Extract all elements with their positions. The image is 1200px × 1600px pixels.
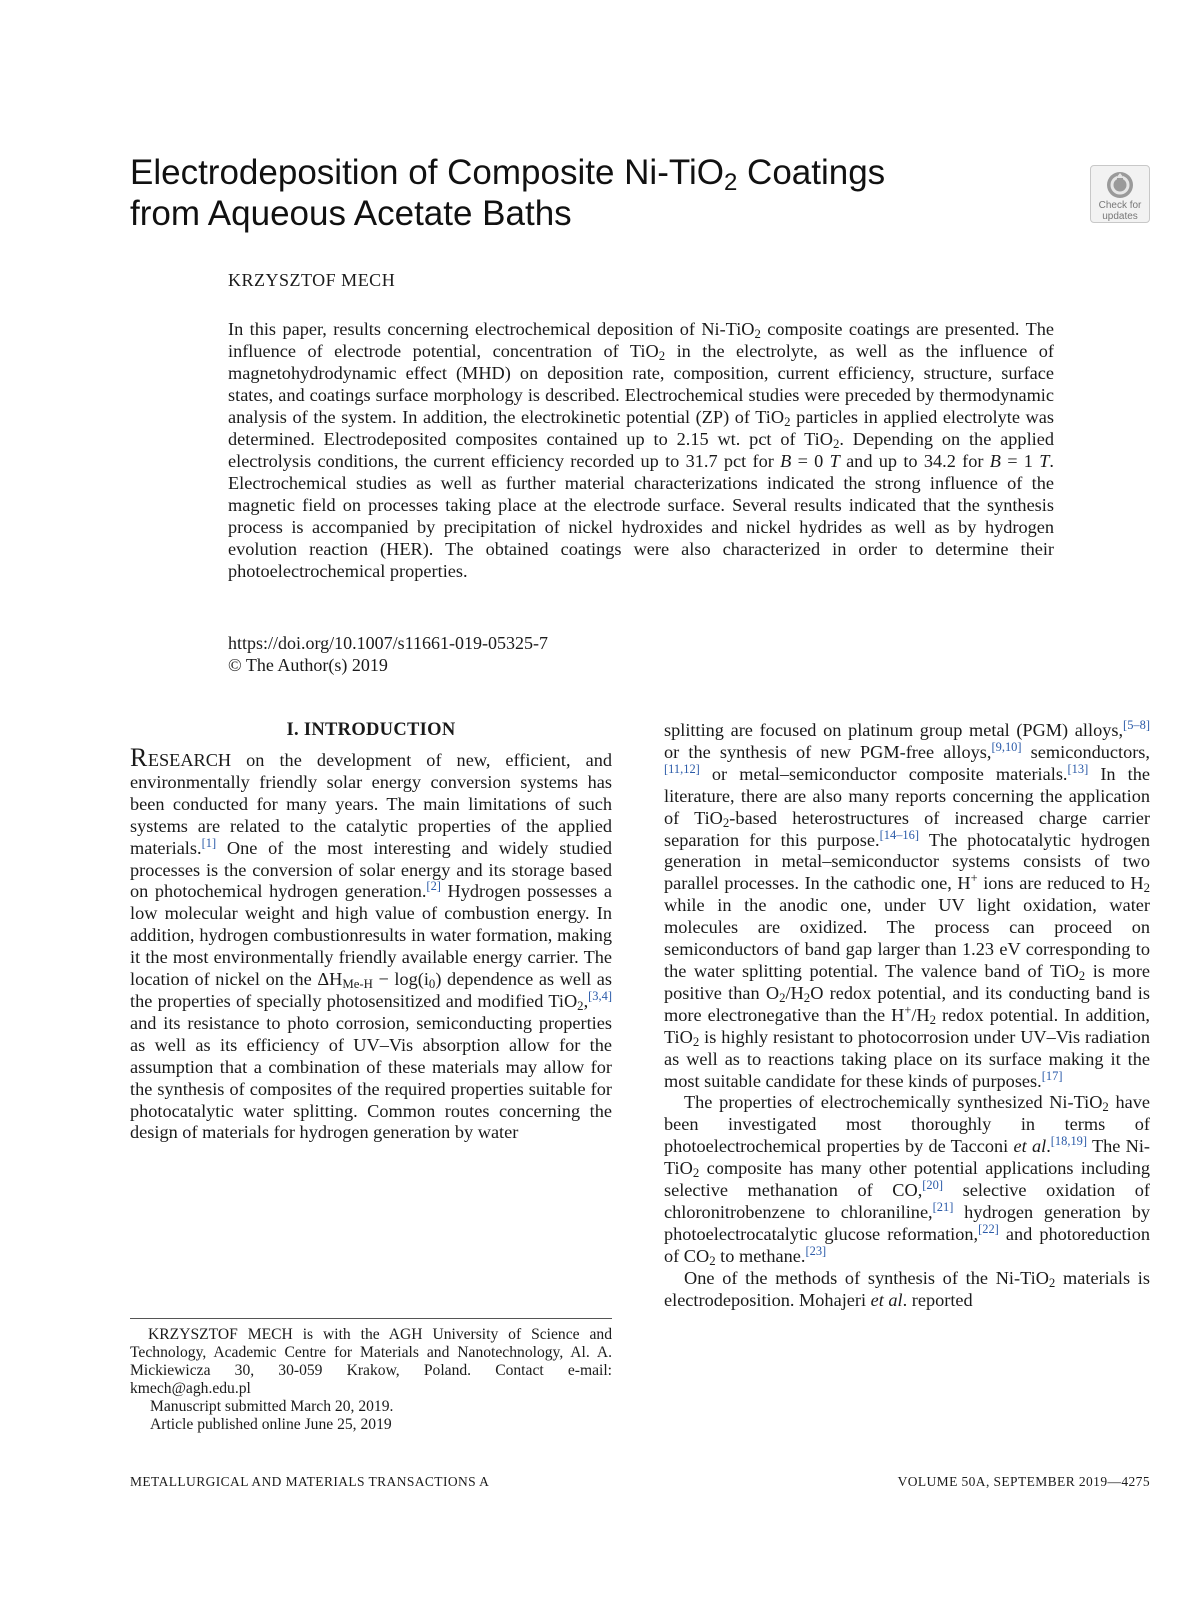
citation-link[interactable]: [22] xyxy=(978,1222,999,1236)
citation-link[interactable]: [2] xyxy=(426,879,441,894)
author-name: KRZYSZTOF MECH xyxy=(228,270,396,290)
citation-link[interactable]: [11,12] xyxy=(664,761,700,776)
citation-link[interactable]: [1] xyxy=(201,835,217,850)
author-footnote xyxy=(130,1326,612,1434)
affiliation-note: KRZYSZTOF MECH is with the AGH University of Science and Technology, Academic Centre for Materials and Nanotechnology, Al. A. Mickiewicza 30, 30-059 Krakow, Poland. Contact e-mail: kmech@agh.edu.pl xyxy=(130,1326,612,1397)
intro-paragraph-1-continued: splitting are focused on platinum group metal (PGM) alloys,[5–8] or the synthesis of new PGM-free alloys,[9,10] semiconductors,[11,12] or metal–semiconductor composite materials.[13] In the literature, there are also many reports concerning the application of TiO$_2$-based heterostructures of increased charge carrier separation for this purpose.[14–16] The photocatalytic hydrogen generation in metal–semiconductor systems consists of two parallel processes. In the cathodic one, H+ ions are reduced to $H_2$ while in the anodic one, under UV light oxidation, water molecules are oxidized. The process can proceed on semiconductors of band gap larger than 1.23 eV corresponding to the water splitting potential. The valence band of TiO$_2$ is more positive than $O_2/H_2O$ redox potential, and its conducting band is more electronegative than the $H^+/H_2$ redox potential. In addition, TiO$_2$ is highly resistant to photocorrosion under UV–Vis radiation as well as to reactions taking place on its surface making it the most suitable candidate for these kinds of purposes.[17] xyxy=(664,718,1150,1091)
doi-block xyxy=(228,632,548,676)
citation-link[interactable]: [17] xyxy=(1041,1068,1063,1083)
citation-link[interactable]: [20] xyxy=(922,1178,943,1193)
citation-link[interactable]: [13] xyxy=(1067,761,1089,776)
citation-link[interactable]: [18,19] xyxy=(1050,1134,1088,1149)
intro-paragraph-3: One of the methods of synthesis of the Ni-TiO$_2$ materials is electrodeposition. Mohajeri et al. reported xyxy=(664,1267,1150,1310)
citation-link[interactable]: [5–8] xyxy=(1123,718,1150,733)
citation-link[interactable]: [21] xyxy=(932,1200,954,1215)
intro-paragraph-1: RESEARCH on the development of new, efficient, and environmentally friendly solar energy conversion systems has been conducted for many years. The main limitations of such systems are related to the catalytic properties of the applied materials.[1] One of the most interesting and widely studied processes is the conversion of solar energy and its storage based on photochemical hydrogen generation.[2] Hydrogen possesses a low molecular weight and high value of combustion energy. In addition, hydrogen combustionresults in water formation, making it the most environmentally friendly available energy carrier. The location of nickel on the $\Delta H_{Me-H} - \log(i_0)$ dependence as well as the properties of specially photosensitized and modified TiO$_2$,[3,4] and its resistance to photo corrosion, semiconducting properties as well as its efficiency of UV–Vis absorption allow for the assumption that a combination of these materials may allow for the synthesis of composites of the required properties suitable for photocatalytic water splitting. Common routes concerning the design of materials for hydrogen generation by water xyxy=(130,743,612,1143)
check-for-updates-badge[interactable] xyxy=(1090,165,1150,223)
section-heading-introduction: I. INTRODUCTION xyxy=(286,720,456,740)
citation-link[interactable]: [9,10] xyxy=(991,740,1022,755)
left-column xyxy=(130,720,612,1144)
doi-link[interactable]: https://doi.org/10.1007/s11661-019-05325-7 xyxy=(228,633,549,653)
badge-text-1: Check for xyxy=(1098,200,1142,211)
publication-date: Article published online June 25, 2019 xyxy=(150,1416,392,1433)
citation-link[interactable]: [3,4] xyxy=(588,989,612,1004)
citation-link[interactable]: [23] xyxy=(805,1243,827,1258)
badge-text-2: updates xyxy=(1102,211,1138,222)
citation-link[interactable]: [14–16] xyxy=(879,827,919,842)
title-line-1: Electrodeposition of Composite Ni-TiO$_2$ Coatings xyxy=(130,153,886,196)
volume-page: VOLUME 50A, SEPTEMBER 2019—4275 xyxy=(897,1474,1150,1489)
paper-title xyxy=(130,152,1010,234)
abstract: In this paper, results concerning electrochemical deposition of Ni-TiO$_2$ composite coatings are presented. The influence of electrode potential, concentration of TiO$_2$ in the electrolyte, as well as the influence of magnetohydrodynamic effect (MHD) on deposition rate, composition, current efficiency, structure, surface states, and coatings surface morphology is described. Electrochemical studies were preceded by thermodynamic analysis of the system. In addition, the electrokinetic potential (ZP) of TiO$_2$ particles in applied electrolyte was determined. Electrodeposited composites contained up to 2.15 wt. pct of TiO$_2$. Depending on the applied electrolysis conditions, the current efficiency recorded up to 31.7 pct for B = 0 T and up to 34.2 for B = 1 T. Electrochemical studies as well as further material characterizations indicated the strong influence of the magnetic field on processes taking place at the electrode surface. Several results indicated that the synthesis process is accompanied by precipitation of nickel hydroxides and nickel hydrides as well as by hydrogen evolution reaction (HER). The obtained coatings were also characterized in order to determine their photoelectrochemical properties. xyxy=(228,319,1054,581)
right-column xyxy=(664,720,1150,1311)
footnote-divider xyxy=(130,1318,612,1319)
title-line-2: from Aqueous Acetate Baths xyxy=(130,194,572,233)
check-for-updates-icon xyxy=(1105,170,1135,200)
submission-date: Manuscript submitted March 20, 2019. xyxy=(150,1398,394,1415)
journal-name: METALLURGICAL AND MATERIALS TRANSACTIONS A xyxy=(130,1474,490,1489)
copyright-line: © The Author(s) 2019 xyxy=(228,655,388,675)
intro-paragraph-2: The properties of electrochemically synthesized Ni-TiO$_2$ have been investigated most thoroughly in terms of photoelectrochemical properties by de Tacconi et al.[18,19] The Ni-TiO$_2$ composite has many other potential applications including selective methanation of CO,[20] selective oxidation of chloronitrobenzene to chloraniline,[21] hydrogen generation by photoelectrocatalytic glucose reformation,[22] and photoreduction of $CO_2$ to methane.[23] xyxy=(664,1092,1151,1268)
